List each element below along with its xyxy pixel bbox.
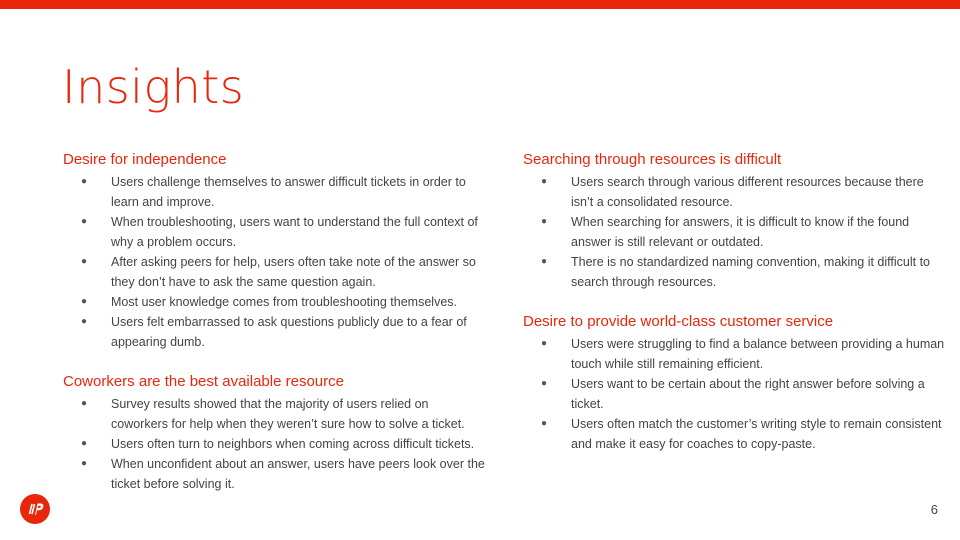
bullet-list (523, 334, 953, 454)
left-column (63, 150, 493, 514)
list-item (63, 394, 493, 434)
bullet-icon: ● (541, 216, 548, 227)
list-item (523, 374, 953, 414)
list-item (63, 292, 493, 312)
bullet-icon: ● (541, 338, 548, 349)
bullet-list (63, 394, 493, 494)
list-item-text: When troubleshooting, users want to understand the full context of why a problem occurs. (111, 215, 478, 249)
list-item (523, 252, 953, 292)
list-item (63, 434, 493, 454)
bullet-icon: ● (81, 458, 88, 469)
section-searching-resources-difficult (523, 150, 953, 292)
section-desire-for-independence (63, 150, 493, 352)
list-item-text: Users often match the customer’s writing style to remain consistent and make it easy for coaches to copy-paste. (571, 417, 942, 451)
list-item (63, 252, 493, 292)
list-item-text: Users challenge themselves to answer difficult tickets in order to learn and improve. (111, 175, 466, 209)
section-heading: Desire for independence (63, 151, 227, 168)
list-item-text: Users search through various different resources because there isn’t a consolidated resource. (571, 175, 924, 209)
list-item (63, 172, 493, 212)
list-item (523, 334, 953, 374)
logo-mark (20, 494, 50, 524)
bullet-icon: ● (541, 176, 548, 187)
list-item-text: Users felt embarrassed to ask questions publicly due to a fear of appearing dumb. (111, 315, 467, 349)
list-item (63, 454, 493, 494)
section-coworkers-best-resource (63, 372, 493, 494)
bullet-icon: ● (81, 438, 88, 449)
list-item (63, 212, 493, 252)
bullet-icon: ● (541, 256, 548, 267)
list-item-text: Most user knowledge comes from troubleshooting themselves. (111, 295, 457, 309)
bullet-list (63, 172, 493, 352)
bullet-icon: ● (541, 378, 548, 389)
right-column (523, 150, 953, 474)
list-item (523, 414, 953, 454)
list-item (63, 312, 493, 352)
bullet-icon: ● (81, 316, 88, 327)
list-item-text: When unconfident about an answer, users have peers look over the ticket before solving it. (111, 457, 485, 491)
section-heading: Searching through resources is difficult (523, 151, 782, 168)
bullet-icon: ● (81, 256, 88, 267)
list-item-text: Users were struggling to find a balance between providing a human touch while still remaining efficient. (571, 337, 945, 371)
brand-logo-icon (20, 494, 50, 524)
list-item-text: After asking peers for help, users often take note of the answer so they don’t have to ask the same question again. (111, 255, 476, 289)
section-world-class-service (523, 312, 953, 454)
bullet-list (523, 172, 953, 292)
list-item-text: Users often turn to neighbors when coming across difficult tickets. (111, 437, 475, 451)
list-item (523, 212, 953, 252)
bullet-icon: ● (81, 176, 88, 187)
bullet-icon: ● (81, 296, 88, 307)
top-accent-bar (0, 0, 960, 9)
section-heading: Desire to provide world-class customer service (523, 313, 834, 330)
bullet-icon: ● (541, 418, 548, 429)
list-item-text: Survey results showed that the majority of users relied on coworkers for help when they weren’t sure how to solve a ticket. (111, 397, 465, 431)
page-number: 6 (930, 502, 938, 517)
list-item (523, 172, 953, 212)
list-item-text: Users want to be certain about the right answer before solving a ticket. (571, 377, 925, 411)
bullet-icon: ● (81, 398, 88, 409)
section-heading: Coworkers are the best available resource (63, 373, 344, 390)
slide-title: Insights (62, 60, 245, 114)
bullet-icon: ● (81, 216, 88, 227)
list-item-text: There is no standardized naming convention, making it difficult to search through resources. (571, 255, 930, 289)
list-item-text: When searching for answers, it is difficult to know if the found answer is still relevant or outdated. (571, 215, 910, 249)
